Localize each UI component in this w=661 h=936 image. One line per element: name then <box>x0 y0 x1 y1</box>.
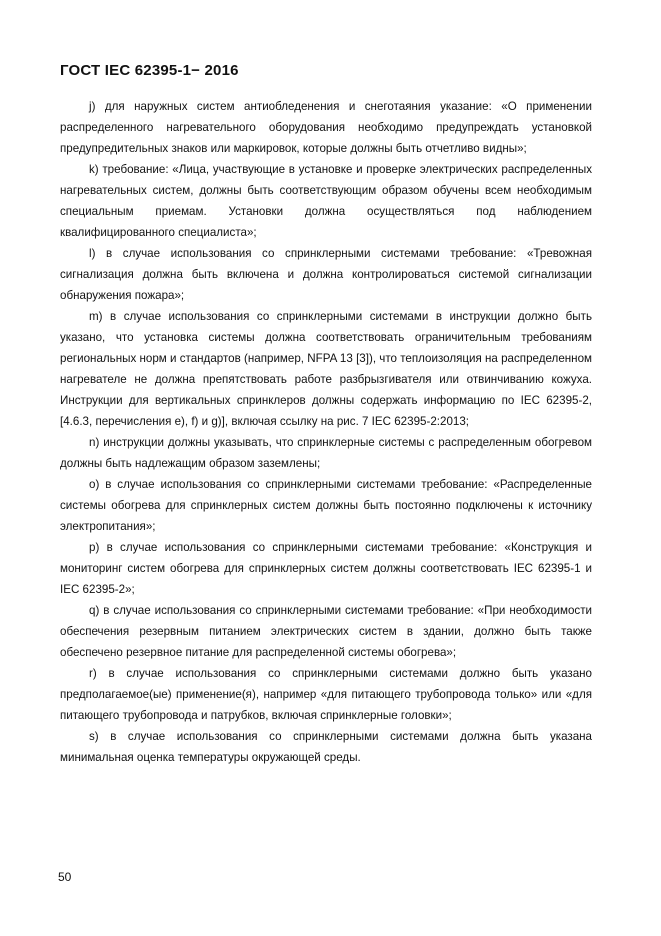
list-item-r: r) в случае использования со спринклерными системами должно быть указано предполагаемое(ые) применение(я), например «для питающего трубопровода только» или «для питающего трубопровода и патрубков, включая спринклерные головки»; <box>60 667 592 722</box>
list-item-k: k) требование: «Лица, участвующие в установке и проверке электрических распределенных нагревательных систем, должны быть соответствующим образом обучены всем необходимым специальным приемам. Установки должна осуществляться под наблюдением квалифицированного специалиста»; <box>60 163 592 239</box>
list-item-m: m) в случае использования со спринклерными системами в инструкции должно быть указано, что установка системы должна соответствовать ограничительным требованиям региональных норм и стандартов (например, NFPA 13 [3]), что теплоизоляция на распределенном нагревателе не должна препятствовать работе разбрызгивателя или отвинчиванию кожуха. Инструкции для вертикальных спринклеров должны содержать информацию по IEC 62395-2, [4.6.3, перечисления e), f) и g)], включая ссылку на рис. 7 IEC 62395-2:2013; <box>60 310 592 428</box>
document-header: ГОСТ IEC 62395-1− 2016 <box>60 62 239 79</box>
document-body <box>60 96 592 768</box>
page-number: 50 <box>58 870 72 884</box>
list-item-l: l) в случае использования со спринклерными системами требование: «Тревожная сигнализация должна быть включена и должна контролироваться системой сигнализации обнаружения пожара»; <box>60 247 592 302</box>
list-item-j: j) для наружных систем антиобледенения и снеготаяния указание: «О применении распределенного нагревательного оборудования необходимо предупреждать установкой предупредительных знаков или маркировок, которые должны быть отчетливо видны»; <box>60 100 592 155</box>
list-item-q: q) в случае использования со спринклерными системами требование: «При необходимости обеспечения резервным питанием электрических систем в здании, должно быть также обеспечено резервное питание для распределенной системы обогрева»; <box>60 604 592 659</box>
list-item-s: s) в случае использования со спринклерными системами должна быть указана минимальная оценка температуры окружающей среды. <box>60 730 592 764</box>
list-item-n: n) инструкции должны указывать, что спринклерные системы с распределенным обогревом должны быть надлежащим образом заземлены; <box>60 436 592 470</box>
list-item-p: p) в случае использования со спринклерными системами требование: «Конструкция и мониторинг систем обогрева для спринклерных систем должны соответствовать IEC 62395-1 и IEC 62395-2»; <box>60 541 592 596</box>
list-item-o: o) в случае использования со спринклерными системами требование: «Распределенные системы обогрева для спринклерных систем должны быть постоянно подключены к источнику электропитания»; <box>60 478 592 533</box>
